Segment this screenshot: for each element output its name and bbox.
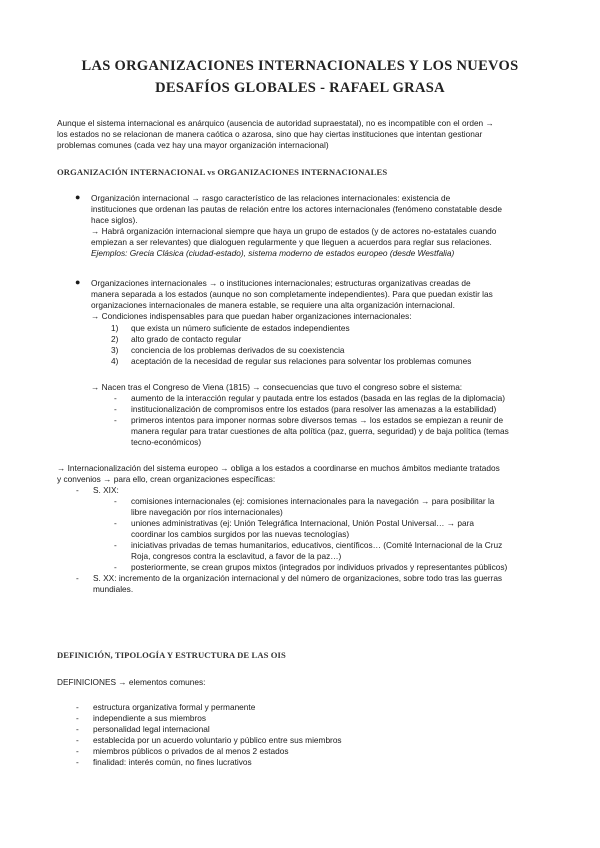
condition-text: conciencia de los problemas derivados de su coexistencia (131, 345, 345, 355)
bullet-1-line: hace siglos). (91, 215, 138, 225)
intro-line: Aunque el sistema internacional es anárquico (ausencia de autoridad supraestatal), no es incompatible con el orden → (57, 118, 494, 128)
title-line-2: DESAFÍOS GLOBALES - RAFAEL GRASA (155, 80, 445, 96)
consequence-line: tecno-económicos) (131, 437, 202, 447)
condition-number: 1) (111, 323, 119, 333)
bullet-icon: ● (75, 192, 81, 202)
bullet-1-line: instituciones que ordenan las pautas de relación entre los actores internacionales (fenómeno constatable desde (91, 204, 502, 214)
definition-element: estructura organizativa formal y permanente (93, 702, 256, 712)
s19-item-line: coordinar los cambios surgidos por las nuevas tecnologías) (131, 529, 350, 539)
s19-label: S. XIX: (93, 485, 119, 495)
dash-icon: - (76, 724, 79, 734)
bullet-1-line: Organización internacional → rasgo característico de las relaciones internacionales: existencia de (91, 193, 451, 203)
condition-text: aceptación de la necesidad de regular sus relaciones para solventar los problemas comunes (131, 356, 472, 366)
dash-icon: - (76, 573, 79, 583)
definition-element: personalidad legal internacional (93, 724, 210, 734)
dash-icon: - (114, 518, 117, 528)
definition-element: finalidad: interés común, no fines lucrativos (93, 757, 252, 767)
s20-line: S. XX: incremento de la organización internacional y del número de organizaciones, sobre todo tras las guerras (93, 573, 503, 583)
s19-item-line: libre navegación por ríos internacionales) (131, 507, 283, 517)
bullet-2-line: manera separada a los estados (aunque no son completamente independientes). Para que puedan existir las (91, 289, 493, 299)
dash-icon: - (114, 415, 117, 425)
s19-item-line: posteriormente, se crean grupos mixtos (integrados por individuos privados y representantes públicos) (131, 562, 508, 572)
condition-text: que exista un número suficiente de estados independientes (131, 323, 350, 333)
dash-icon: - (114, 496, 117, 506)
dash-icon: - (76, 746, 79, 756)
internationalization-line: y convenios → para ello, crean organizaciones específicas: (57, 474, 276, 484)
dash-icon: - (114, 404, 117, 414)
definitions-label: DEFINICIONES → elementos comunes: (57, 677, 206, 687)
bullet-1-example: Ejemplos: Grecia Clásica (ciudad-estado), sistema moderno de estados europeo (desde Westfalia) (91, 248, 455, 258)
bullet-2-line: → Condiciones indispensables para que puedan haber organizaciones internacionales: (91, 311, 412, 321)
consequence-line: manera regular para tratar cuestiones de alta política (paz, guerra, seguridad) y de baja política (temas (131, 426, 509, 436)
dash-icon: - (76, 713, 79, 723)
definition-element: independiente a sus miembros (93, 713, 206, 723)
s19-item-line: Roja, congresos contra la esclavitud, a favor de la paz…) (131, 551, 342, 561)
condition-number: 4) (111, 356, 119, 366)
definition-element: miembros públicos o privados de al menos 2 estados (93, 746, 289, 756)
s19-item-line: uniones administrativas (ej: Unión Telegráfica Internacional, Unión Postal Universal… → para (131, 518, 474, 528)
consequence-line: institucionalización de compromisos entre los estados (para resolver las amenazas a la estabilidad) (131, 404, 497, 414)
dash-icon: - (114, 540, 117, 550)
bullet-icon: ● (75, 277, 81, 287)
condition-text: alto grado de contacto regular (131, 334, 242, 344)
consequence-line: aumento de la interacción regular y pautada entre los estados (basada en las reglas de la diplomacia) (131, 393, 506, 403)
dash-icon: - (76, 702, 79, 712)
condition-number: 3) (111, 345, 119, 355)
title-line-1: LAS ORGANIZACIONES INTERNACIONALES Y LOS NUEVOS (81, 58, 519, 74)
condition-number: 2) (111, 334, 119, 344)
dash-icon: - (76, 485, 79, 495)
internationalization-line: → Internacionalización del sistema europeo → obliga a los estados a coordinarse en muchos ámbitos mediante tratados (57, 463, 500, 473)
intro-line: problemas comunes (cada vez hay una mayor organización internacional) (57, 140, 329, 150)
s19-item-line: iniciativas privadas de temas humanitarios, educativos, científicos… (Comité Internacional de la Cruz (131, 540, 503, 550)
consequence-line: primeros intentos para imponer normas sobre diversos temas → los estados se empiezan a reunir de (131, 415, 504, 425)
bullet-1-line: empiezan a ser relevantes) que dialoguen regularmente y que lleguen a acuerdos para reglar sus relaciones. (91, 237, 492, 247)
section-heading-definicion: DEFINICIÓN, TIPOLOGÍA Y ESTRUCTURA DE LAS OIS (57, 650, 286, 660)
dash-icon: - (114, 393, 117, 403)
vienna-line: → Nacen tras el Congreso de Viena (1815) → consecuencias que tuvo el congreso sobre el sistema: (91, 382, 463, 392)
bullet-2-line: Organizaciones internacionales → o instituciones internacionales; estructuras organizativas creadas de (91, 278, 471, 288)
bullet-1-line: → Habrá organización internacional siempre que haya un grupo de estados (y de actores no-estatales cuando (91, 226, 497, 236)
s19-item-line: comisiones internacionales (ej: comisiones internacionales para la navegación → para posibilitar la (131, 496, 495, 506)
definition-element: establecida por un acuerdo voluntario y público entre sus miembros (93, 735, 342, 745)
section-heading-organizacion: ORGANIZACIÓN INTERNACIONAL vs ORGANIZACIONES INTERNACIONALES (57, 167, 388, 177)
bullet-2-line: organizaciones internacionales de manera estable, se requiere una alta organización internacional. (91, 300, 455, 310)
dash-icon: - (114, 562, 117, 572)
intro-line: los estados no se relacionan de manera caótica o azarosa, sino que hay ciertas instituciones que intentan gestionar (57, 129, 483, 139)
dash-icon: - (76, 735, 79, 745)
dash-icon: - (76, 757, 79, 767)
s20-line: mundiales. (93, 584, 134, 594)
